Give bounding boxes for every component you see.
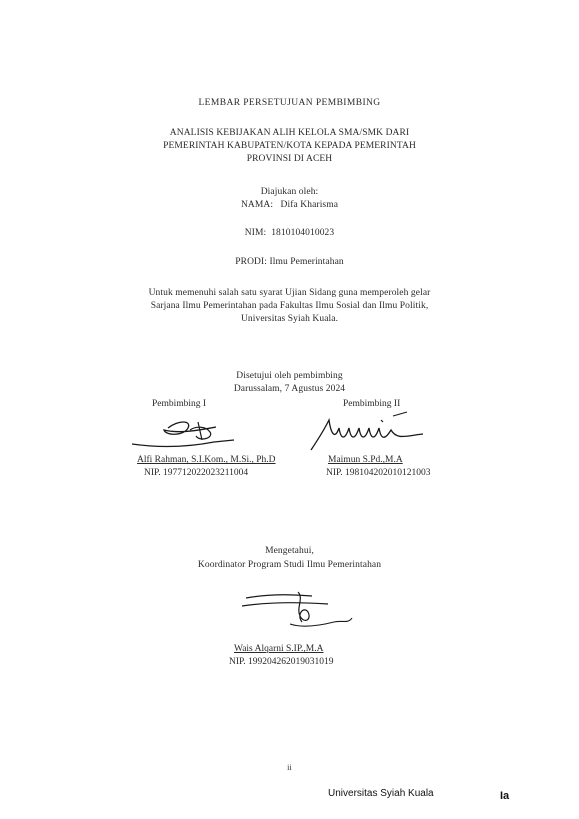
- page-number: ii: [287, 763, 292, 772]
- footer-tag: Ia: [500, 790, 510, 802]
- thesis-title-line-1: ANALISIS KEBIJAKAN ALIH KELOLA SMA/SMK DARI: [169, 128, 410, 138]
- advisor2-nip: NIP. 198104202010121003: [326, 468, 431, 478]
- advisor2-signature: [305, 410, 435, 454]
- advisor1-label: Pembimbing I: [152, 399, 207, 409]
- sheet-title: LEMBAR PERSETUJUAN PEMBIMBING: [198, 98, 381, 108]
- advisor1-signature: [130, 414, 250, 454]
- submitted-by-label: Diajukan oleh:: [260, 187, 319, 197]
- student-prodi-line: PRODI: Ilmu Pemerintahan: [235, 257, 344, 267]
- coordinator-name: Wais Alqarni S.IP.,M.A: [234, 644, 324, 654]
- coordinator-role: Koordinator Program Studi Ilmu Pemerintahan: [197, 560, 382, 570]
- advisor2-name: Maimun S.Pd.,M.A: [328, 455, 403, 465]
- knowing-label: Mengetahui,: [265, 546, 314, 556]
- coordinator-signature: [238, 588, 358, 634]
- thesis-title-line-3: PROVINSI DI ACEH: [246, 154, 333, 164]
- purpose-line-1: Untuk memenuhi salah satu syarat Ujian Sidang guna memperoleh gelar: [148, 288, 431, 298]
- purpose-line-3: Universitas Syiah Kuala.: [240, 314, 339, 324]
- footer-university: Universitas Syiah Kuala: [328, 788, 434, 799]
- purpose-line-2: Sarjana Ilmu Pemerintahan pada Fakultas Ilmu Sosial dan Ilmu Politik,: [150, 301, 429, 311]
- place-date: Darussalam, 7 Agustus 2024: [233, 384, 346, 394]
- thesis-title-line-2: PEMERINTAH KABUPATEN/KOTA KEPADA PEMERINTAH: [163, 141, 416, 151]
- student-name-line: NAMA: Difa Kharisma: [240, 200, 339, 210]
- student-nim-line: NIM: 1810104010023: [244, 228, 335, 238]
- approved-by-label: Disetujui oleh pembimbing: [236, 371, 343, 381]
- advisor1-name: Alfi Rahman, S.I.Kom., M.Si., Ph.D: [137, 455, 276, 465]
- advisor1-nip: NIP. 197712022023211004: [144, 468, 249, 478]
- coordinator-nip: NIP. 199204262019031019: [229, 657, 334, 667]
- advisor2-label: Pembimbing II: [343, 399, 401, 409]
